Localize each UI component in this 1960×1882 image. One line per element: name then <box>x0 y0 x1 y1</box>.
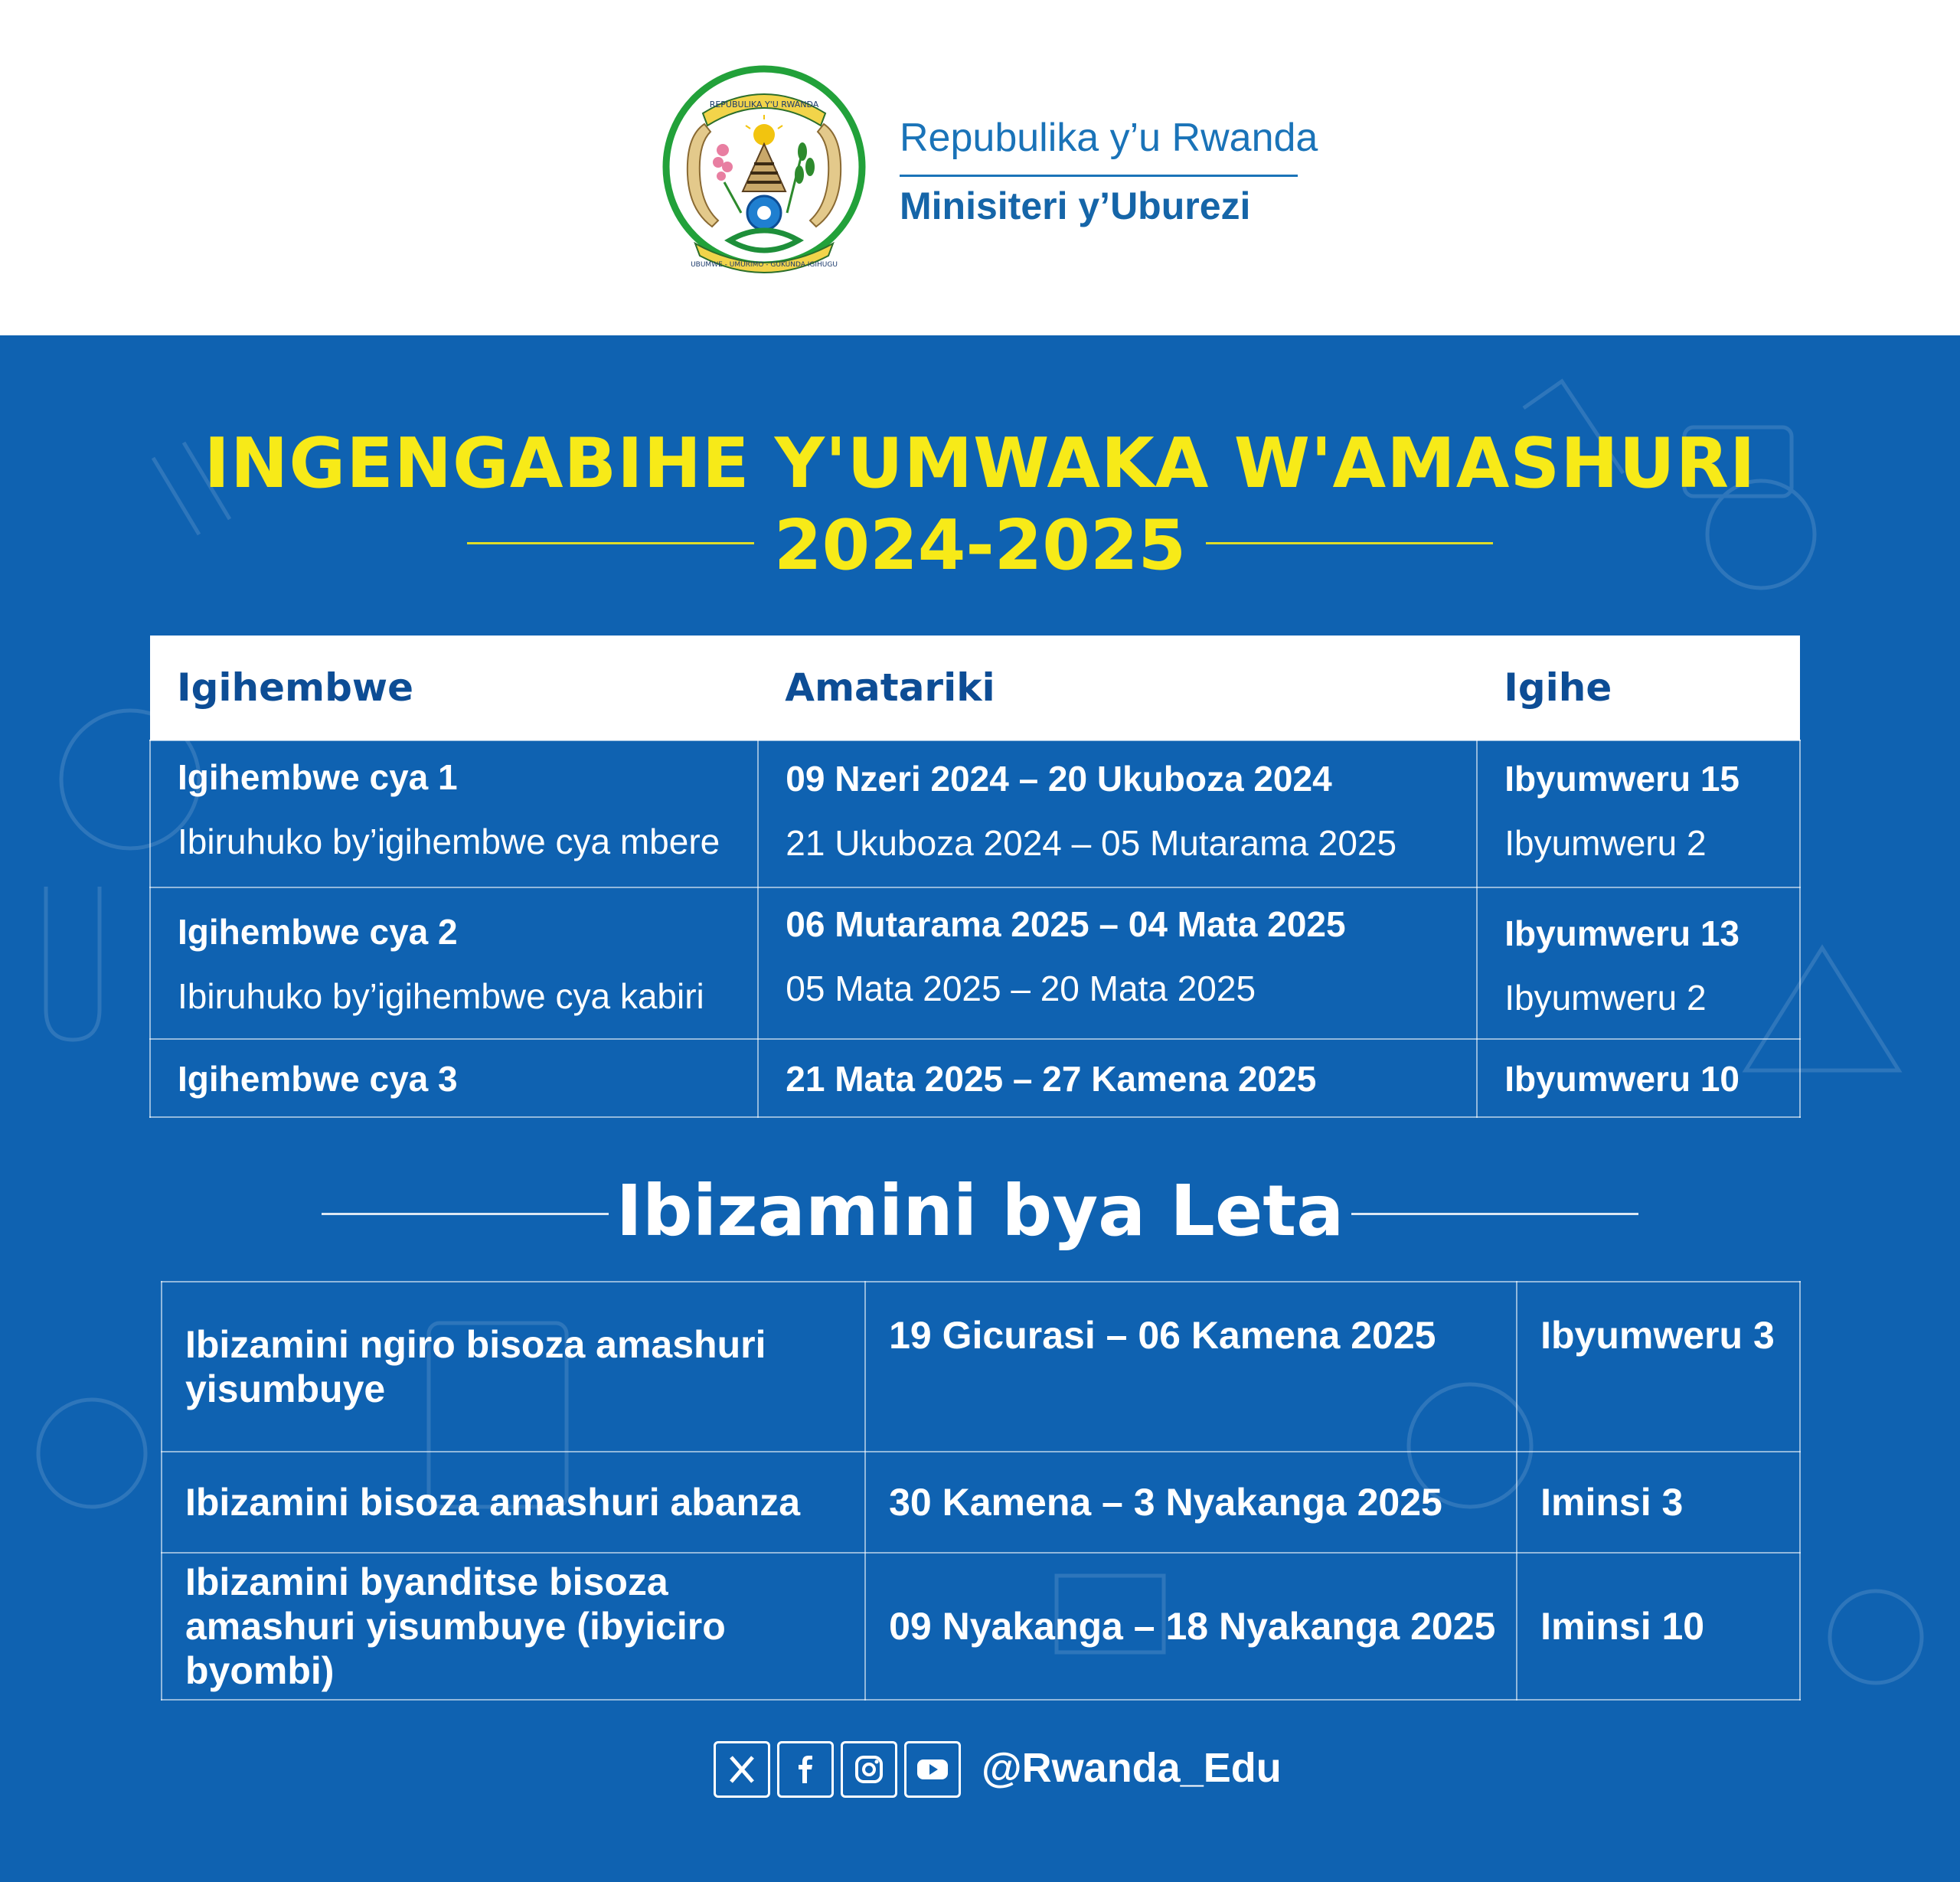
term-dates: 21 Mata 2025 – 27 Kamena 2025 <box>786 1059 1317 1099</box>
x-icon[interactable] <box>714 1741 770 1798</box>
column-header: Amatariki <box>758 636 1477 740</box>
table-header-row <box>150 636 1800 740</box>
column-header: Igihembwe <box>150 636 758 740</box>
exam-name: Ibizamini bisoza amashuri abanza <box>162 1452 865 1553</box>
exams-rule-right <box>1351 1213 1638 1215</box>
break-dates: 21 Ukuboza 2024 – 05 Mutarama 2025 <box>786 823 1397 863</box>
term-break-name: Ibiruhuko by’igihembwe cya kabiri <box>178 976 704 1016</box>
header-divider <box>900 175 1298 177</box>
facebook-icon[interactable] <box>777 1741 834 1798</box>
exam-dates: 09 Nyakanga – 18 Nyakanga 2025 <box>865 1553 1517 1700</box>
break-dates: 05 Mata 2025 – 20 Mata 2025 <box>786 969 1256 1008</box>
calendar-title: INGENGABIHE Y'UMWAKA W'AMASHURI <box>204 423 1756 504</box>
term-calendar-table <box>149 636 1801 1118</box>
svg-text:REPUBULIKA Y'U RWANDA: REPUBULIKA Y'U RWANDA <box>709 100 819 109</box>
term-name: Igihembwe cya 2 <box>178 912 458 952</box>
term-break-name: Ibiruhuko by’igihembwe cya mbere <box>178 822 720 861</box>
exams-title: Ibizamini bya Leta <box>616 1170 1344 1252</box>
table-row <box>150 1039 1800 1117</box>
calendar-year: 2024-2025 <box>773 505 1187 586</box>
table-row <box>150 740 1800 887</box>
table-cell <box>758 887 1477 1039</box>
table-cell <box>150 887 758 1039</box>
header <box>0 0 1960 335</box>
exam-dates: 30 Kamena – 3 Nyakanga 2025 <box>865 1452 1517 1553</box>
rwanda-coat-of-arms-emblem <box>657 60 871 289</box>
table-cell <box>1477 1039 1800 1117</box>
exam-duration: Iminsi 10 <box>1517 1553 1800 1700</box>
ministry-name: Minisiteri y’Uburezi <box>900 185 1251 227</box>
government-name: Repubulika y’u Rwanda <box>900 116 1318 160</box>
exam-duration: Ibyumweru 3 <box>1517 1282 1800 1452</box>
table-cell <box>1477 740 1800 887</box>
table-cell <box>150 1039 758 1117</box>
table-row <box>162 1282 1800 1452</box>
term-duration: Ibyumweru 13 <box>1504 913 1740 953</box>
title-rule-right <box>1206 542 1493 544</box>
instagram-icon[interactable] <box>841 1741 897 1798</box>
term-name: Igihembwe cya 1 <box>178 757 458 797</box>
table-cell <box>758 740 1477 887</box>
break-duration: Ibyumweru 2 <box>1504 978 1707 1018</box>
table-cell <box>1477 887 1800 1039</box>
exam-duration: Iminsi 3 <box>1517 1452 1800 1553</box>
term-duration: Ibyumweru 10 <box>1504 1059 1740 1099</box>
term-name: Igihembwe cya 3 <box>178 1059 458 1099</box>
table-row <box>150 887 1800 1039</box>
table-row <box>162 1553 1800 1700</box>
term-dates: 06 Mutarama 2025 – 04 Mata 2025 <box>786 904 1346 944</box>
youtube-icon[interactable] <box>904 1741 961 1798</box>
column-header: Igihe <box>1477 636 1800 740</box>
social-handle[interactable]: @Rwanda_Edu <box>982 1745 1282 1791</box>
exam-name: Ibizamini byanditse bisoza amashuri yisumbuye (ibyiciro byombi) <box>162 1553 865 1700</box>
national-exams-table <box>161 1281 1801 1701</box>
term-duration: Ibyumweru 15 <box>1504 759 1740 799</box>
break-duration: Ibyumweru 2 <box>1504 823 1707 863</box>
table-cell <box>758 1039 1477 1117</box>
term-dates: 09 Nzeri 2024 – 20 Ukuboza 2024 <box>786 759 1332 799</box>
table-cell <box>150 740 758 887</box>
exam-name: Ibizamini ngiro bisoza amashuri yisumbuye <box>162 1282 865 1452</box>
main-panel <box>0 335 1960 1882</box>
exam-dates: 19 Gicurasi – 06 Kamena 2025 <box>865 1282 1517 1452</box>
table-row <box>162 1452 1800 1553</box>
svg-text:UBUMWE - UMURIMO - GUKUNDA IGI: UBUMWE - UMURIMO - GUKUNDA IGIHUGU <box>691 261 838 269</box>
